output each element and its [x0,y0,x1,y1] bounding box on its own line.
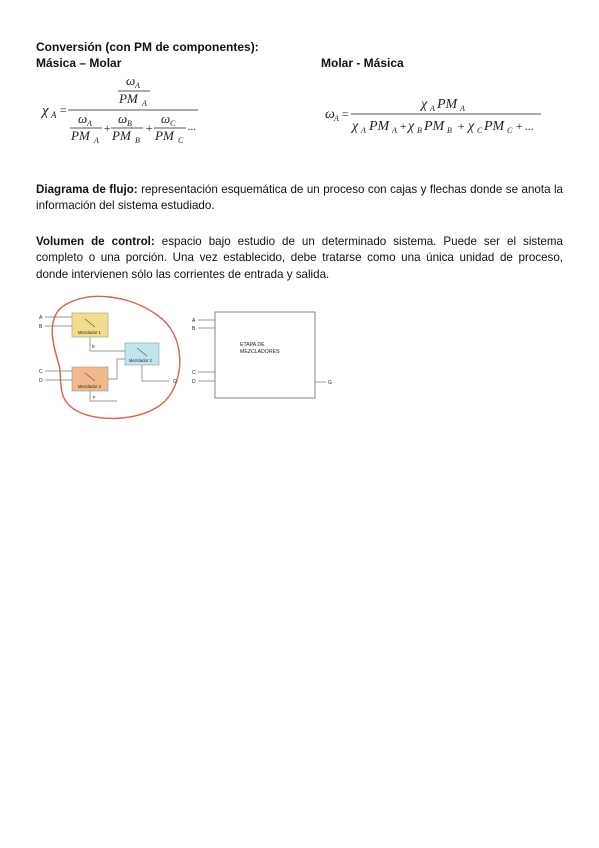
input-label-b: B [39,324,43,330]
num-pm-sub: A [460,104,465,113]
den-pm-a: PM [369,119,390,134]
t3-omega-sub: C [170,119,176,128]
output-label-g-right: G [328,380,332,386]
term-control-volume: Volumen de control: [36,235,155,248]
lhs-omega-sub: A [334,114,339,123]
den-pm-a-sub: A [392,126,397,135]
t1-omega-sub: A [87,119,92,128]
den-chi-b-sub: B [417,126,422,135]
stream-e-label: E [92,344,96,349]
mixer-3-label: Mezclador 3 [78,384,101,389]
num-chi-sub: A [430,104,435,113]
den-chi-a: χ [352,119,359,134]
t1-omega: ω [78,111,88,126]
formula-mass-to-molar [40,72,220,152]
den-chi-b: χ [408,119,415,134]
paragraph-flow-diagram [36,182,563,215]
term-flow-diagram: Diagrama de flujo: [36,183,138,196]
diagram-background [37,293,187,425]
right-subheading: Molar - Másica [321,56,404,70]
num-omega-sub: A [135,81,140,90]
den-pm-b-sub: B [447,126,452,135]
definition-control-volume: espacio bajo estudio de un determinado sistema. Puede ser el sistema completo o una porción. Una vez establecido, debe tratarse como una única unidad de proceso, donde intervienen sólo las corrientes de entrada y salida. [36,235,563,281]
den-pm-b: PM [424,119,445,134]
t2-pm-sub: B [135,136,140,145]
input-label-d: D [39,378,43,384]
plus-1: + [103,121,112,135]
definition-flow-diagram: representación esquemática de un proceso con cajas y flechas donde se anota la información del sistema estudiado. [36,183,564,213]
lhs-omega: ω [325,107,335,122]
paragraph-control-volume [36,234,563,283]
equals-sign: = [59,103,68,117]
den-plus-2: + [457,119,466,133]
t1-pm-sub: A [94,136,99,145]
num-chi: χ [421,97,428,112]
mixing-stage-title-2: MEZCLADORES [240,349,280,355]
den-chi-c-sub: C [477,126,483,135]
plus-2: + [145,121,154,135]
input-label-b-right: B [192,326,196,332]
section-heading: Conversión (con PM de componentes): [36,40,259,54]
stream-f-label: F [93,395,96,400]
num-pm: PM [119,91,138,106]
left-subheading: Másica – Molar [36,56,122,70]
den-pm-c: PM [484,119,505,134]
num-pm: PM [437,97,458,112]
mixing-stage-title-1: ETAPA DE [240,342,265,348]
t3-pm: PM [155,128,174,143]
input-label-c-right: C [192,370,196,376]
t1-pm: PM [71,128,90,143]
den-plus-3: + [515,119,524,133]
output-label-g: G [173,379,177,385]
den-pm-c-sub: C [507,126,513,135]
t2-pm: PM [112,128,131,143]
equals-sign-right: = [341,107,350,121]
den-plus-1: + [399,119,408,133]
input-label-d-right: D [192,379,196,385]
mixing-stage-box [215,312,315,398]
input-label-a-right: A [192,318,196,324]
mixer-2-label: Mezclador 2 [129,358,152,363]
input-label-a: A [39,315,43,321]
lhs-subscript: A [51,110,57,120]
formula-molar-to-mass [324,92,554,142]
input-label-c: C [39,369,43,375]
mixing-stage-diagram [190,308,335,406]
mixer-network-diagram [37,293,187,425]
mixer-1-label: Mezclador 1 [78,330,101,335]
num-omega: ω [126,73,136,88]
lhs-symbol: χ [42,103,49,119]
t3-pm-sub: C [178,136,184,145]
t2-omega: ω [118,111,128,126]
dots: ... [188,121,197,133]
den-dots: ... [525,119,534,133]
t2-omega-sub: B [127,119,132,128]
den-chi-c: χ [468,119,475,134]
num-pm-sub: A [142,99,147,108]
den-chi-a-sub: A [361,126,366,135]
t3-omega: ω [161,111,171,126]
